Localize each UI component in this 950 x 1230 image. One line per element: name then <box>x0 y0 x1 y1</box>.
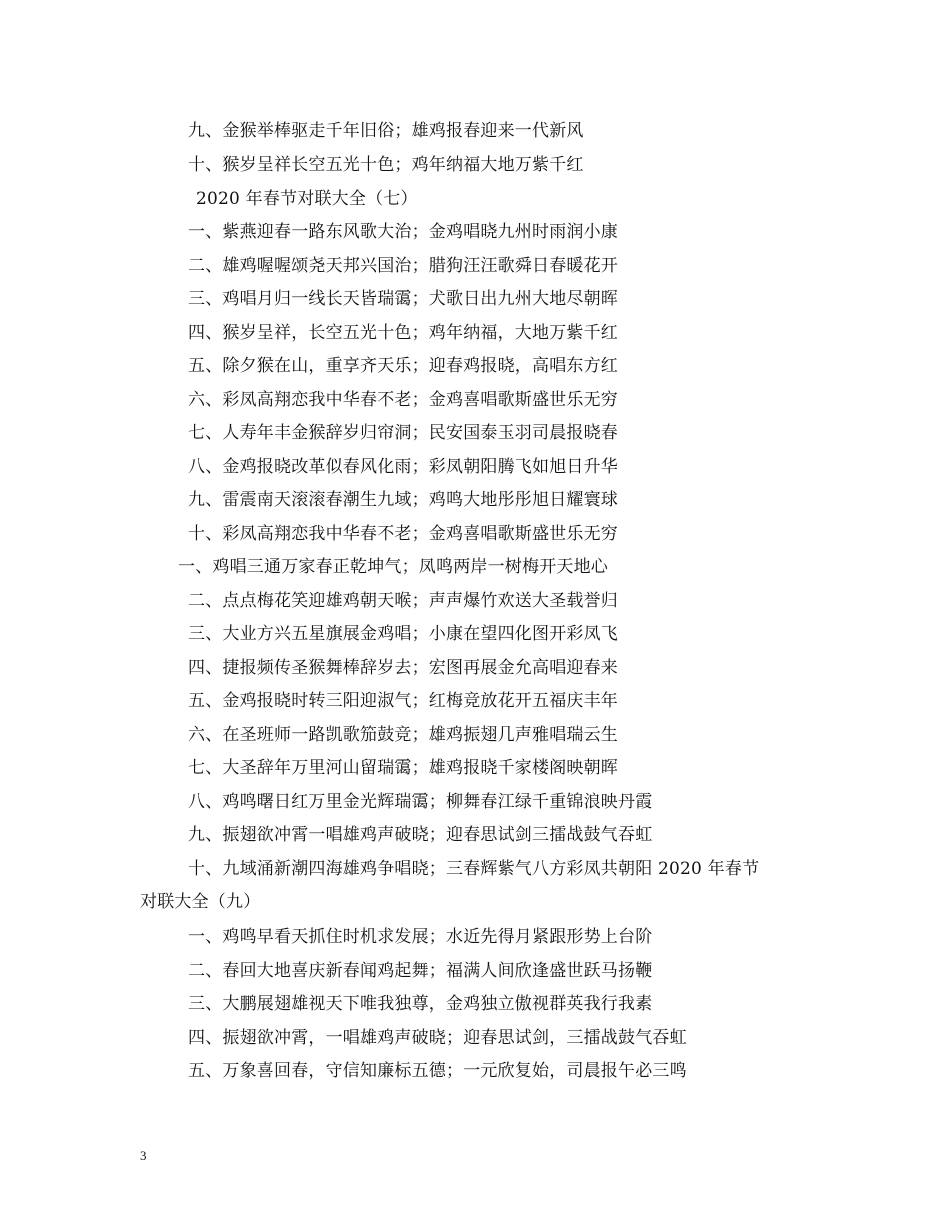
couplet-line: 四、振翅欲冲霄，一唱雄鸡声破晓；迎春思试剑，三擂战鼓气吞虹 <box>188 1028 687 1048</box>
couplet-line: 八、鸡鸣曙日红万里金光辉瑞霭；柳舞春江绿千重锦浪映丹霞 <box>188 792 653 812</box>
couplet-line: 二、雄鸡喔喔颂尧天邦兴国治；腊狗汪汪歌舜日春暖花开 <box>188 256 618 276</box>
couplet-line: 三、大业方兴五星旗展金鸡唱；小康在望四化图开彩凤飞 <box>188 624 618 644</box>
couplet-line: 一、紫燕迎春一路东风歌大治；金鸡唱晓九州时雨润小康 <box>188 222 618 242</box>
couplet-line: 十、彩凤高翔恋我中华春不老；金鸡喜唱歌斯盛世乐无穷 <box>188 524 618 544</box>
couplet-line-continuation: 对联大全（九） <box>140 892 261 912</box>
couplet-line: 七、大圣辞年万里河山留瑞霭；雄鸡报晓千家楼阁映朝晖 <box>188 758 618 778</box>
couplet-line: 五、金鸡报晓时转三阳迎淑气；红梅竞放花开五福庆丰年 <box>188 691 618 711</box>
couplet-line: 五、除夕猴在山，重享齐天乐；迎春鸡报晓，高唱东方红 <box>188 356 618 376</box>
couplet-line: 六、在圣班师一路凯歌笳鼓竞；雄鸡振翅几声雅唱瑞云生 <box>188 725 618 745</box>
couplet-line: 一、鸡鸣早看天抓住时机求发展；水近先得月紧跟形势上台阶 <box>188 927 653 947</box>
couplet-line: 二、春回大地喜庆新春闻鸡起舞；福满人间欣逢盛世跃马扬鞭 <box>188 961 653 981</box>
page-number: 3 <box>140 1148 147 1163</box>
couplet-line: 十、猴岁呈祥长空五光十色；鸡年纳福大地万紫千红 <box>188 155 584 175</box>
couplet-line: 六、彩凤高翔恋我中华春不老；金鸡喜唱歌斯盛世乐无穷 <box>188 390 618 410</box>
couplet-line: 一、鸡唱三通万家春正乾坤气；凤鸣两岸一树梅开天地心 <box>178 557 608 577</box>
couplet-line: 三、大鹏展翅雄视天下唯我独尊，金鸡独立傲视群英我行我素 <box>188 994 653 1014</box>
section-heading: 2020 年春节对联大全（七） <box>196 189 418 209</box>
couplet-line: 十、九域涌新潮四海雄鸡争唱晓；三春辉紫气八方彩凤共朝阳 2020 年春节 <box>188 859 760 879</box>
couplet-line: 五、万象喜回春，守信知廉标五德；一元欣复始，司晨报午必三鸣 <box>188 1061 687 1081</box>
couplet-line: 四、猴岁呈祥，长空五光十色；鸡年纳福，大地万紫千红 <box>188 323 618 343</box>
couplet-line: 三、鸡唱月归一线长天皆瑞霭；犬歌日出九州大地尽朝晖 <box>188 289 618 309</box>
couplet-line: 七、人寿年丰金猴辞岁归帘洞；民安国泰玉羽司晨报晓春 <box>188 423 618 443</box>
couplet-line: 四、捷报频传圣猴舞棒辞岁去；宏图再展金允高唱迎春来 <box>188 658 618 678</box>
couplet-line: 九、振翅欲冲霄一唱雄鸡声破晓；迎春思试剑三擂战鼓气吞虹 <box>188 825 653 845</box>
couplet-line: 八、金鸡报晓改革似春风化雨；彩凤朝阳腾飞如旭日升华 <box>188 457 618 477</box>
couplet-line: 九、雷震南天滚滚春潮生九域；鸡鸣大地彤彤旭日耀寰球 <box>188 490 618 510</box>
couplet-line: 二、点点梅花笑迎雄鸡朝天喉；声声爆竹欢送大圣载誉归 <box>188 591 618 611</box>
couplet-line: 九、金猴举棒驱走千年旧俗；雄鸡报春迎来一代新风 <box>188 121 584 141</box>
